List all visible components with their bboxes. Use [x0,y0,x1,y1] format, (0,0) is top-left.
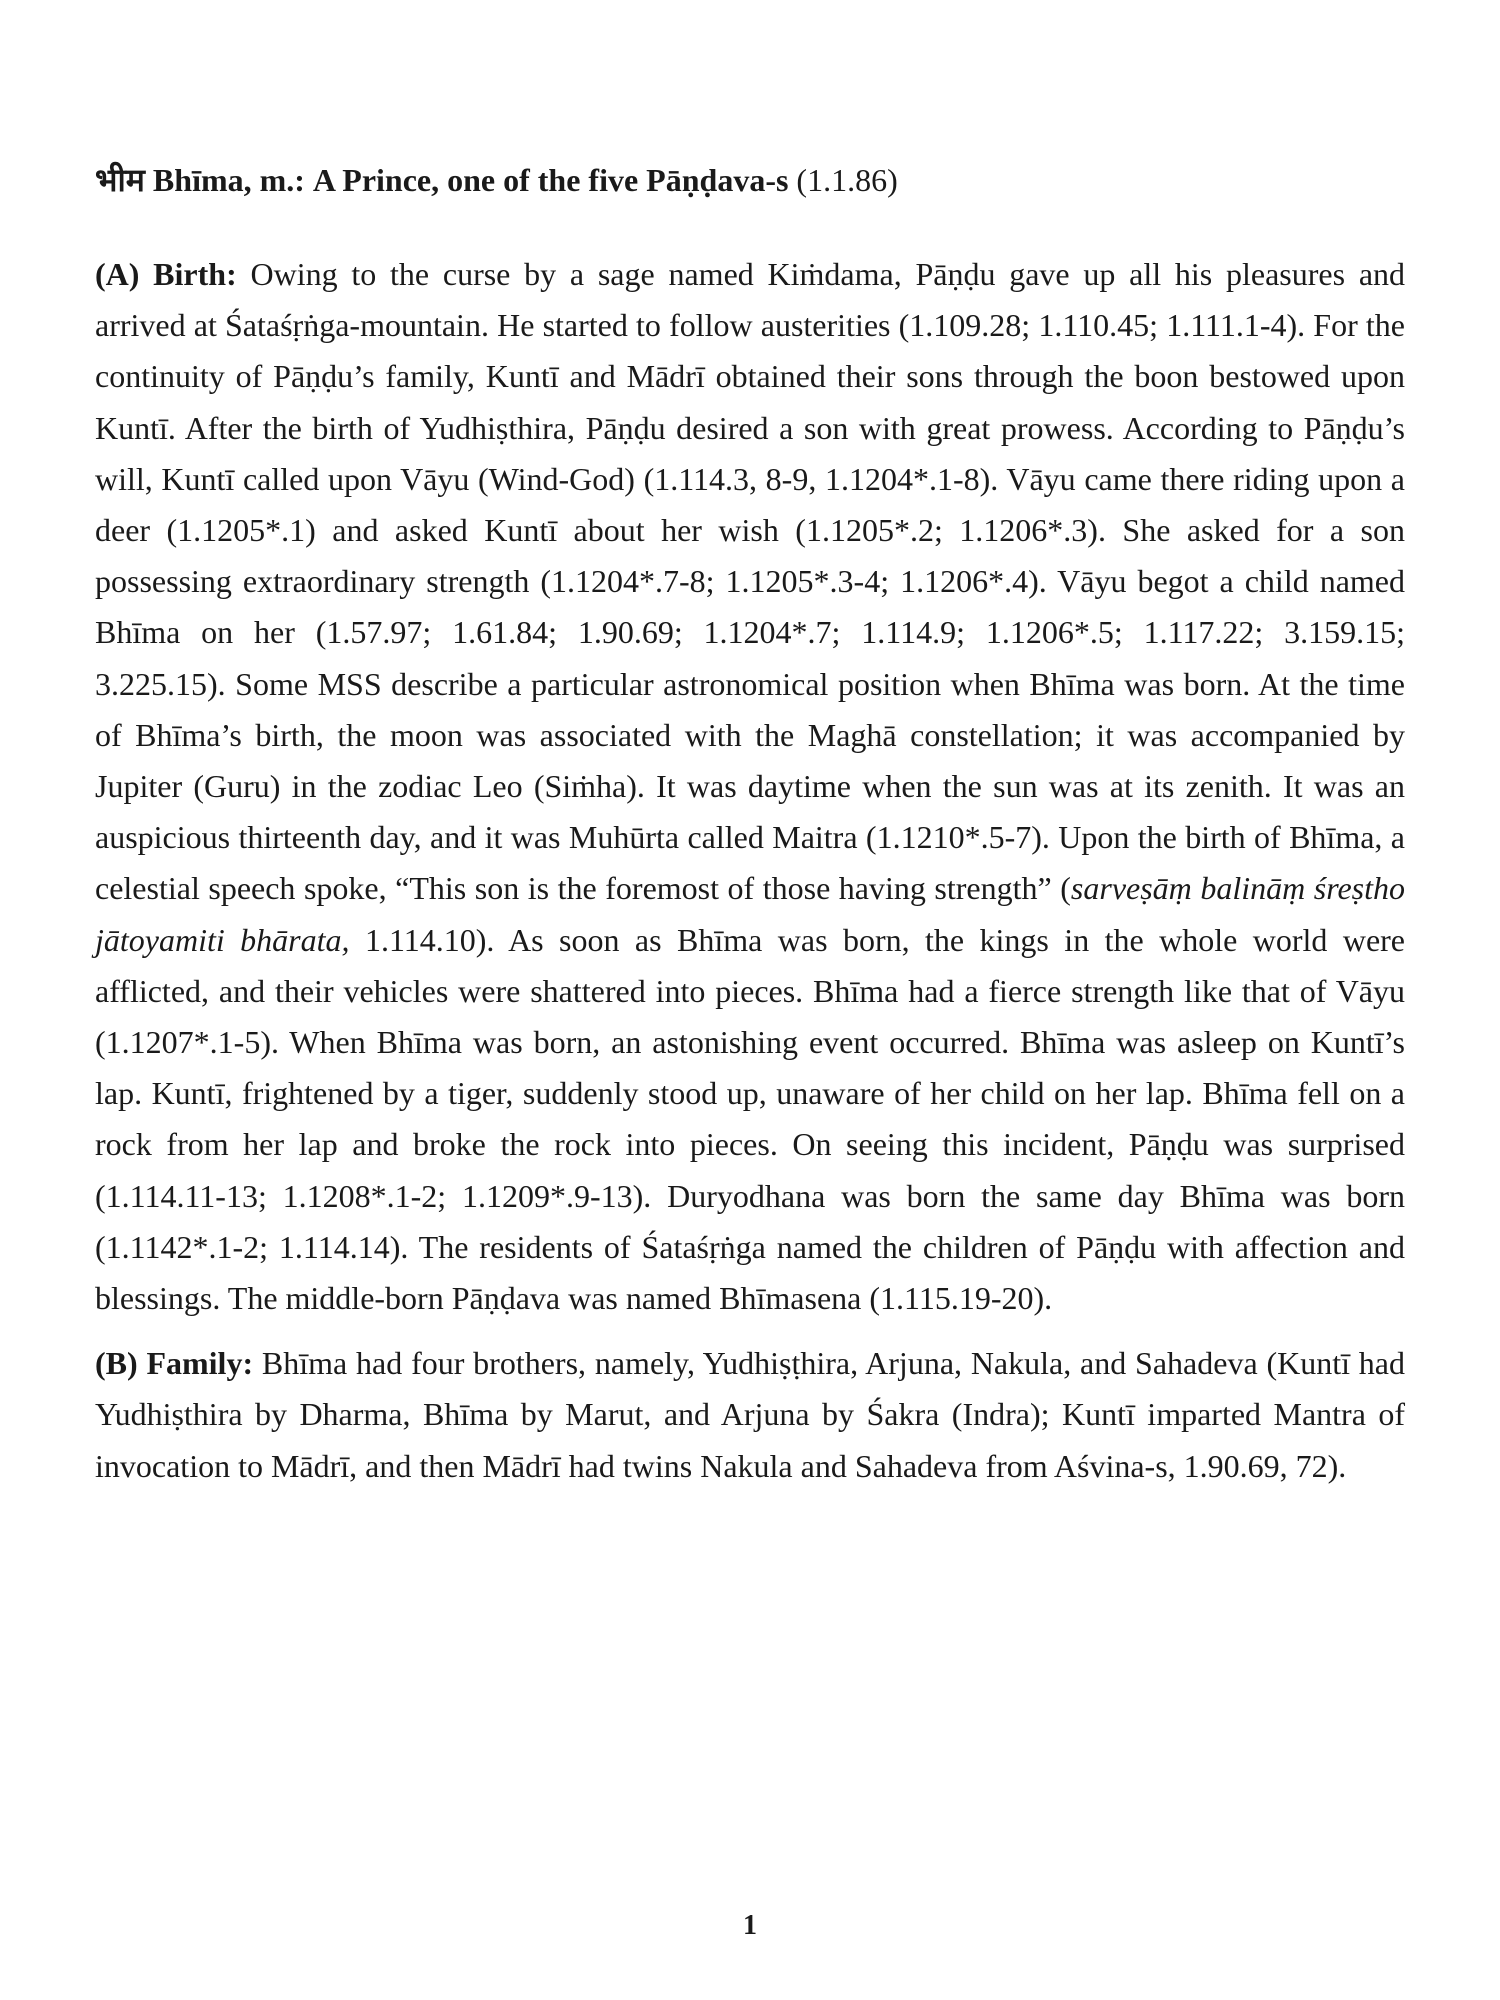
section-label: (A) Birth: [95,256,237,292]
entry-reference: (1.1.86) [796,162,898,198]
section-label: (B) Family: [95,1345,254,1382]
entry-heading [95,158,1405,202]
section-family [95,1338,1405,1492]
section-text: Owing to the curse by a sage named Kiṁdama, Pāṇḍu gave up all his pleasures and arrived at Śataśṛṅga-mountain. He started to follow austerities (1.109.28; 1.110.45; 1.111.1-4). For the continuity of Pāṇḍu’s family, Kuntī and Mādrī obtained their sons through the boon bestowed upon Kuntī. After the birth of Yudhiṣthira, Pāṇḍu desired a son with great prowess. According to Pāṇḍu’s will, Kuntī called upon Vāyu (Wind-God) (1.114.3, 8-9, 1.1204*.1-8). Vāyu came there riding upon a deer (1.1205*.1) and asked Kuntī about her wish (1.1205*.2; 1.1206*.3). She asked for a son possessing extraordinary strength (1.1204*.7-8; 1.1205*.3-4; 1.1206*.4). Vāyu begot a child named Bhīma on her (1.57.97; 1.61.84; 1.90.69; 1.1204*.7; 1.114.9; 1.1206*.5; 1.117.22; 3.159.15; 3.225.15). Some MSS describe a particular astronomical position when Bhīma was born. At the time of Bhīma’s birth, the moon was associated with the Maghā constellation; it was accompanied by Jupiter (Guru) in the zodiac Leo (Siṁha). It was daytime when the sun was at its zenith. It was an auspicious thirteenth day, and it was Muhūrta called Maitra (1.1210*.5-7). Upon the birth of Bhīma, a celestial speech spoke, “This son is the foremost of those having strength” [95,256,1406,907]
devanagari-headword: भीम [95,162,145,198]
section-text-continued: 1.114.10). As soon as Bhīma was born, the kings in the whole world were afflicted, and their vehicles were shattered into pieces. Bhīma had a fierce strength like that of Vāyu (1.1207*.1-5). When Bhīma was born, an astonishing event occurred. Bhīma was asleep on Kuntī’s lap. Kuntī, frightened by a tiger, suddenly stood up, unaware of her child on her lap. Bhīma fell on a rock from her lap and broke the rock into pieces. On seeing this incident, Pāṇḍu was surprised (1.114.11-13; 1.1208*.1-2; 1.1209*.9-13). Duryodhana was born the same day Bhīma was born (1.1142*.1-2; 1.114.14). The residents of Śataśṛṅga named the children of Pāṇḍu with affection and blessings. The middle-born Pāṇḍava was named Bhīmasena (1.115.19-20). [95,921,1406,1317]
entry-description: A Prince, one of the five Pāṇḍava-s [312,162,789,198]
page-number: 1 [743,1910,757,1941]
headword: Bhīma, m.: [152,162,305,198]
dictionary-page [95,158,1405,1492]
section-text: Bhīma had four brothers, namely, Yudhiṣṭhira, Arjuna, Nakula, and Sahadeva (Kuntī had Yudhiṣthira by Dharma, Bhīma by Marut, and Arjuna by Śakra (Indra); Kuntī imparted Mantra of invocation to Mādrī, and then Mādrī had twins Nakula and Sahadeva from Aśvina-s, 1.90.69, 72). [95,1345,1406,1484]
section-birth: (A) Birth: Owing to the curse by a sage named Kiṁdama, Pāṇḍu gave up all his pleasures and arrived at Śataśṛṅga-mountain. He started to follow austerities (1.109.28; 1.110.45; 1.111.1-4). For the continuity of Pāṇḍu’s family, Kuntī and Mādrī obtained their sons through the boon bestowed upon Kuntī. After the birth of Yudhiṣthira, Pāṇḍu desired a son with great prowess. According to Pāṇḍu’s will, Kuntī called upon Vāyu (Wind-God) (1.114.3, 8-9, 1.1204*.1-8). Vāyu came there riding upon a deer (1.1205*.1) and asked Kuntī about her wish (1.1205*.2; 1.1206*.3). She asked for a son possessing extraordinary strength (1.1204*.7-8; 1.1205*.3-4; 1.1206*.4). Vāyu begot a child named Bhīma on her (1.57.97; 1.61.84; 1.90.69; 1.1204*.7; 1.114.9; 1.1206*.5; 1.117.22; 3.159.15; 3.225.15). Some MSS describe a particular astronomical position when Bhīma was born. At the time of Bhīma’s birth, the moon was associated with the Maghā constellation; it was accompanied by Jupiter (Guru) in the zodiac Leo (Siṁha). It was daytime when the sun was at its zenith. It was an auspicious thirteenth day, and it was Muhūrta called Maitra (1.1210*.5-7). Upon the birth of Bhīma, a celestial speech spoke, “This son is the foremost of those having strength” (sarveṣāṃ balināṃ śreṣtho jātoyamiti bhārata, 1.114.10). As soon as Bhīma was born, the kings in the whole world were afflicted, and their vehicles were shattered into pieces. Bhīma had a fierce strength like that of Vāyu (1.1207*.1-5). When Bhīma was born, an astonishing event occurred. Bhīma was asleep on Kuntī’s lap. Kuntī, frightened by a tiger, suddenly stood up, unaware of her child on her lap. Bhīma fell on a rock from her lap and broke the rock into pieces. On seeing this incident, Pāṇḍu was surprised (1.114.11-13; 1.1208*.1-2; 1.1209*.9-13). Duryodhana was born the same day Bhīma was born (1.1142*.1-2; 1.114.14). The residents of Śataśṛṅga named the children of Pāṇḍu with affection and blessings. The middle-born Pāṇḍava was named Bhīmasena (1.115.19-20). [95,256,1406,1317]
sanskrit-quote: sarveṣāṃ balināṃ śreṣtho jātoyamiti bhārata, [95,870,1405,958]
